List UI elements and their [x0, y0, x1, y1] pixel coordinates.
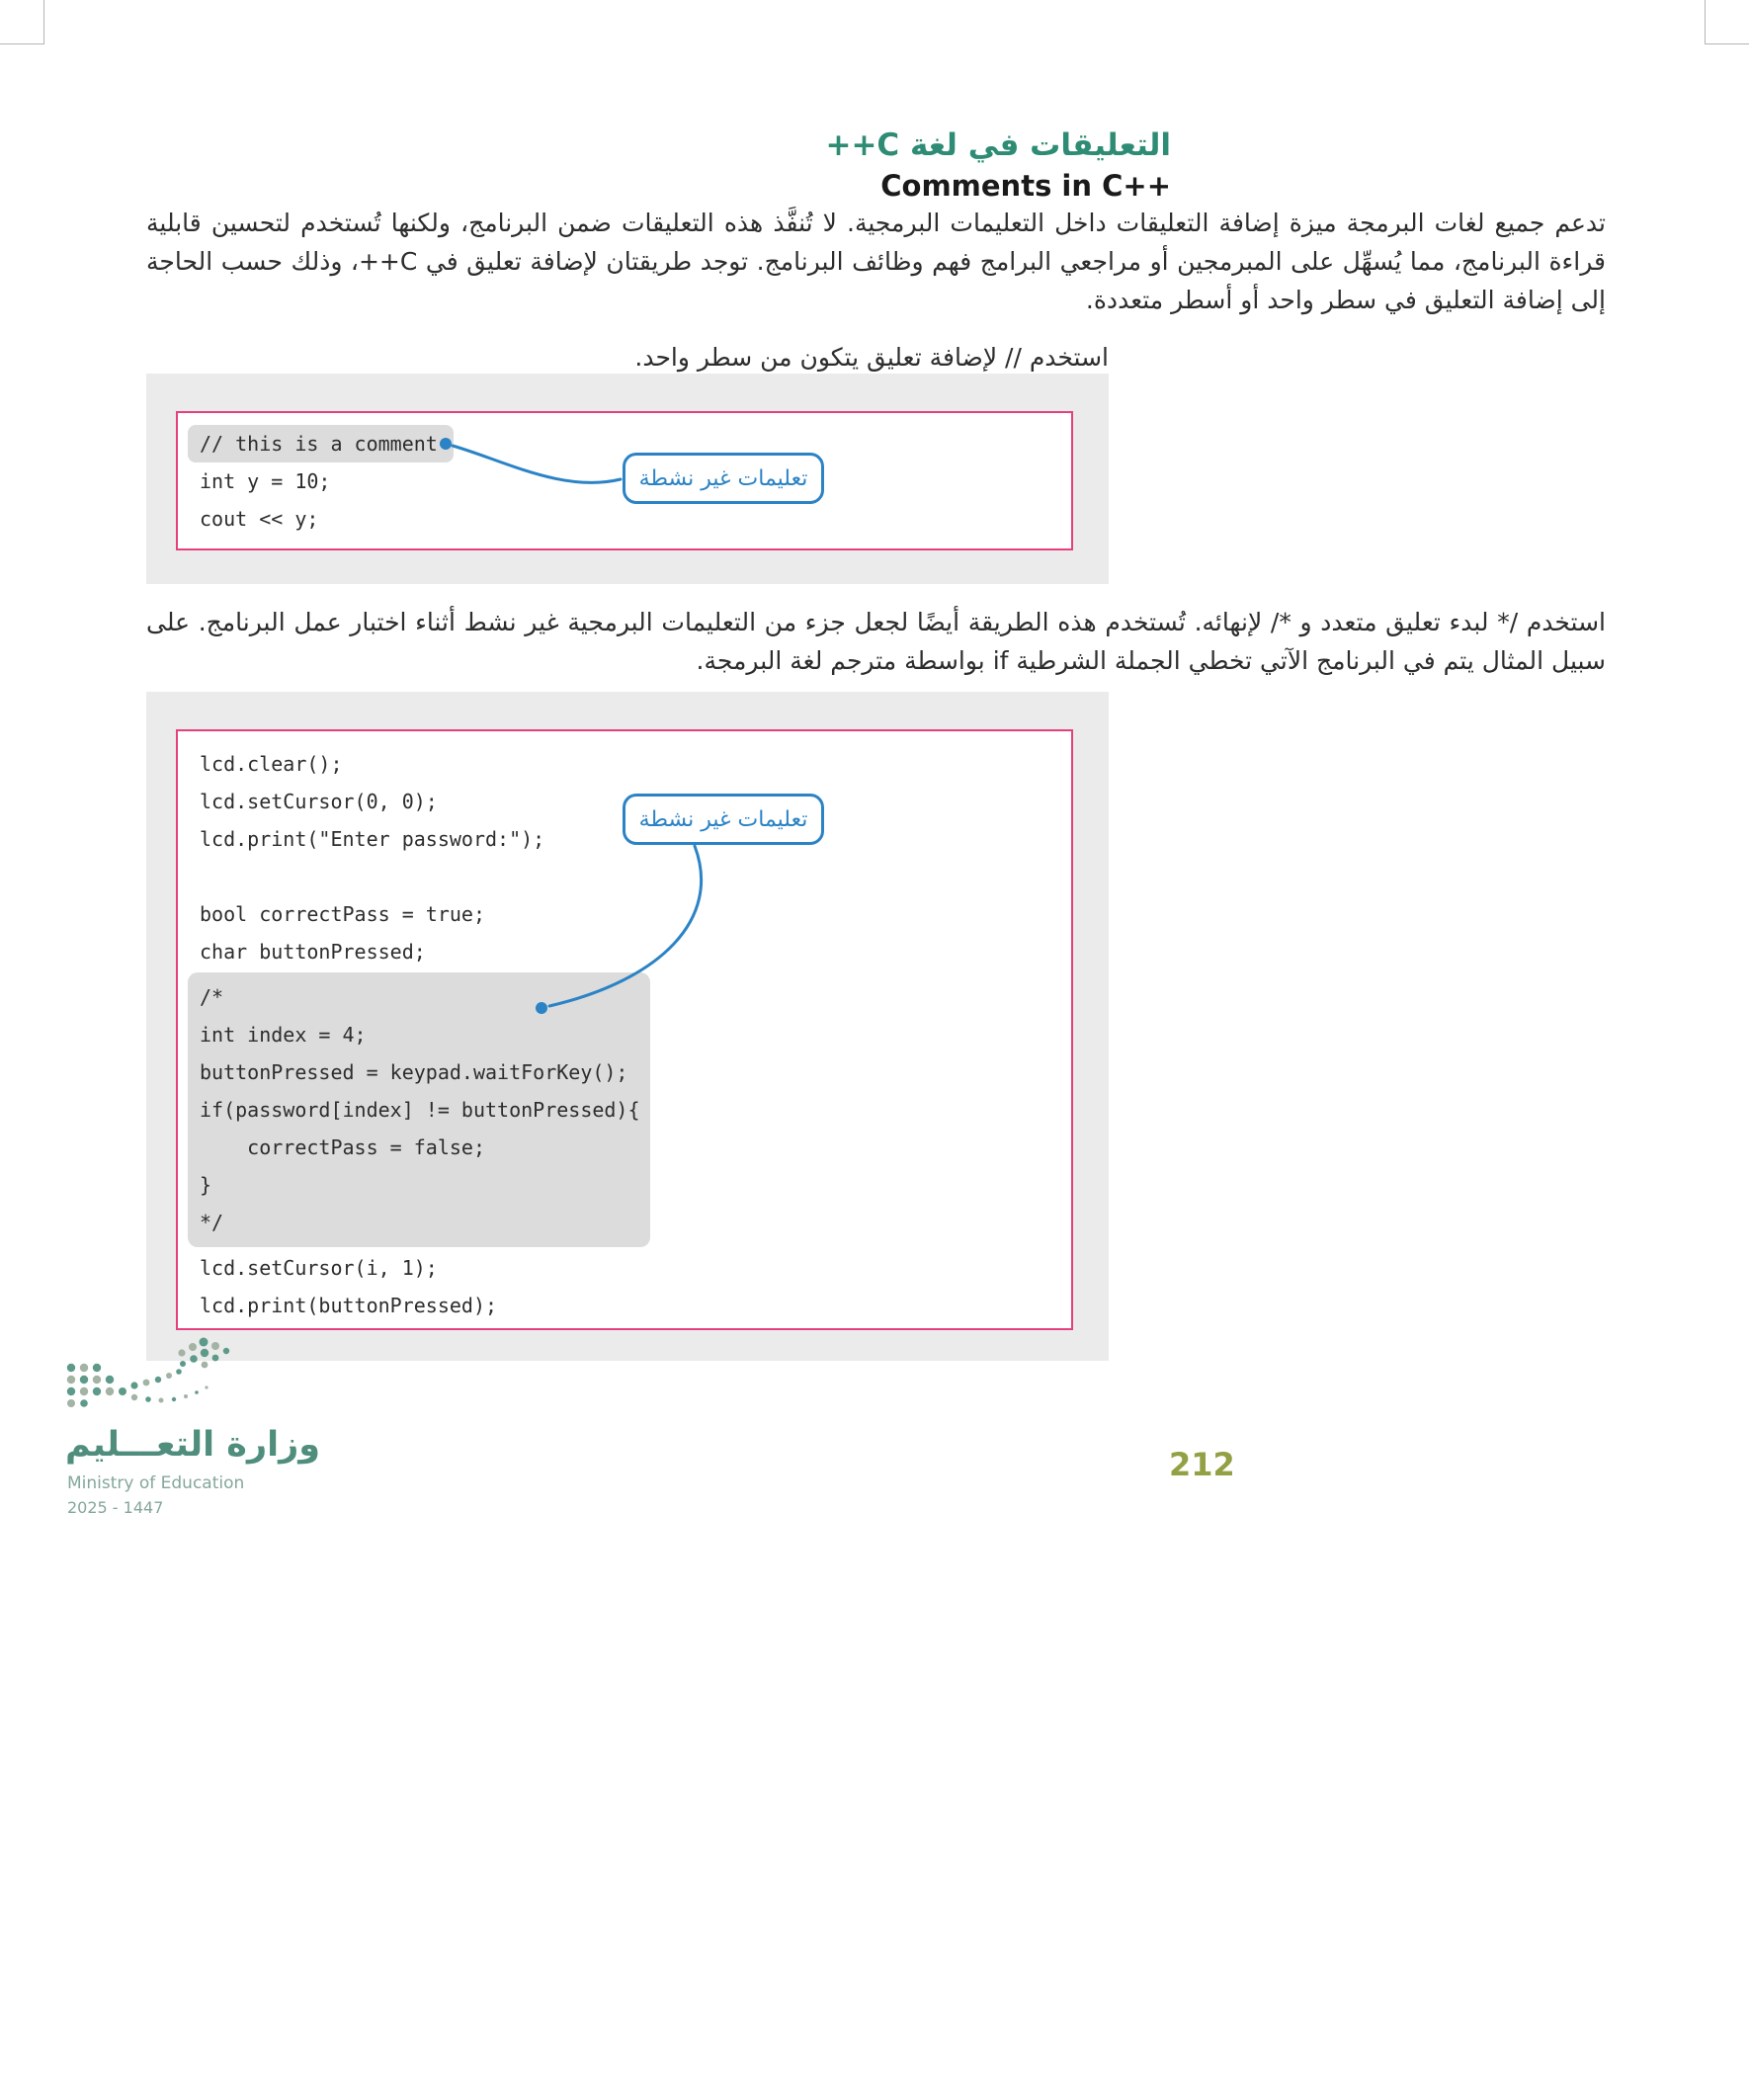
code-line: /* [200, 985, 224, 1009]
code-line: int y = 10; [200, 469, 331, 493]
code-line: lcd.setCursor(0, 0); [200, 790, 438, 813]
code-blank-line [200, 858, 1071, 895]
crop-mark-top-right [1705, 0, 1749, 44]
inactive-code-block [188, 972, 650, 1247]
ministry-name-arabic: وزارة التعـــليم [65, 1425, 320, 1465]
code-line: lcd.setCursor(i, 1); [200, 1256, 438, 1280]
code-line: lcd.print(buttonPressed); [200, 1294, 498, 1317]
code-line: lcd.clear(); [200, 752, 343, 776]
code-line: correctPass = false; [200, 1135, 485, 1159]
section-title-arabic: التعليقات في لغة C++ [825, 127, 1171, 163]
code-line: bool correctPass = true; [200, 902, 485, 926]
single-line-comment-note: استخدم // لإضافة تعليق يتكون من سطر واحد. [634, 343, 1109, 372]
inactive-instructions-callout-2: تعليمات غير نشطة [623, 794, 824, 845]
ministry-name-english: Ministry of Education [67, 1473, 245, 1493]
ministry-logo-dots-icon [57, 1334, 245, 1428]
crop-mark-top-left [0, 0, 44, 44]
multiline-comment-paragraph: استخدم /* لبدء تعليق متعدد و */ لإنهائه. تُستخدم هذه الطريقة أيضًا لجعل جزء من التعليمات البرمجية غير نشط أثناء اختبار عمل البرنامج. على سبيل المثال يتم في البرنامج الآتي تخطي الجملة الشرطية if بواسطة مترجم لغة البرمجة. [146, 608, 1606, 675]
inactive-instructions-callout-1: تعليمات غير نشطة [623, 453, 824, 504]
example2-container [146, 692, 1109, 1361]
code-line: buttonPressed = keypad.waitForKey(); [200, 1060, 628, 1084]
edition-years: 2025 - 1447 [67, 1498, 164, 1517]
code-line: } [200, 1173, 212, 1197]
section-heading [825, 125, 1171, 206]
code-line: */ [200, 1211, 224, 1234]
code-line: char buttonPressed; [200, 940, 426, 964]
page-number: 212 [1169, 1446, 1235, 1483]
code-line: if(password[index] != buttonPressed){ [200, 1098, 640, 1122]
intro-paragraph: تدعم جميع لغات البرمجة ميزة إضافة التعليقات داخل التعليمات البرمجية. لا تُنفَّذ هذه التعليقات ضمن البرنامج، ولكنها تُستخدم لتحسين قابلية قراءة البرنامج، مما يُسهِّل على المبرمجين أو مراجعي البرامج فهم وظائف البرنامج. توجد طريقتان لإضافة تعليق في C++، وذلك حسب الحاجة إلى إضافة التعليق في سطر واحد أو أسطر متعددة. [146, 209, 1606, 314]
section-title-english: Comments in C++ [880, 169, 1171, 203]
code-line: lcd.print("Enter password:"); [200, 827, 545, 851]
code-line: int index = 4; [200, 1023, 367, 1047]
highlighted-comment-line: // this is a comment [188, 425, 454, 462]
code-line: cout << y; [200, 507, 319, 531]
